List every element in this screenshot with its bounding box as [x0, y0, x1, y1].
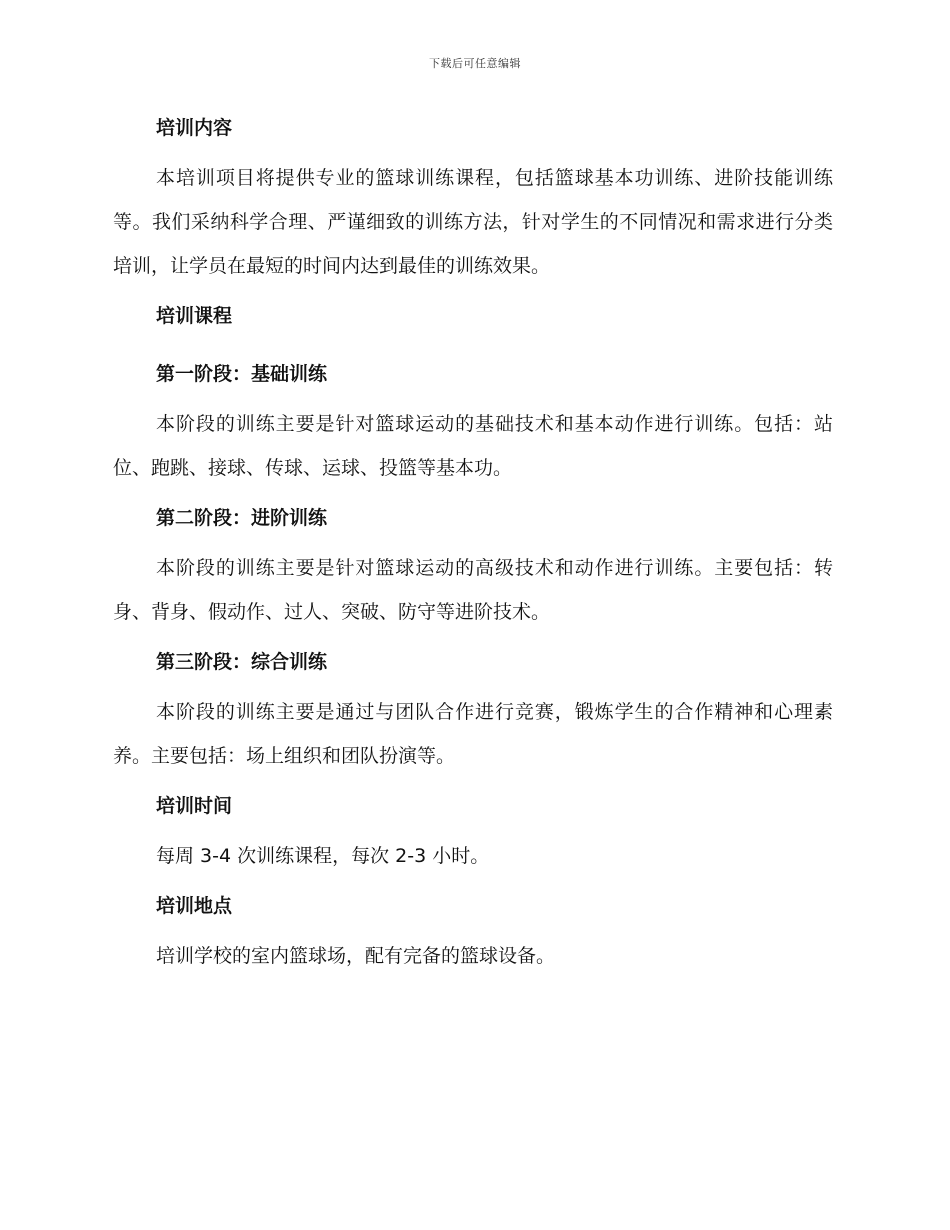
- document-body: [113, 112, 833, 978]
- heading-stage-2: 第二阶段：进阶训练: [156, 507, 328, 529]
- paragraph-training-content: 本培训项目将提供专业的篮球训练课程，包括篮球基本功训练、进阶技能训练等。我们采纳科学合理、严谨细致的训练方法，针对学生的不同情况和需求进行分类培训，让学员在最短的时间内达到最佳的训练效果。: [113, 167, 833, 277]
- heading-stage-3: 第三阶段：综合训练: [156, 651, 328, 673]
- paragraph-training-place: 培训学校的室内篮球场，配有完备的篮球设备。: [156, 945, 556, 967]
- paragraph-stage-2: 本阶段的训练主要是针对篮球运动的高级技术和动作进行训练。主要包括：转身、背身、假动作、过人、突破、防守等进阶技术。: [113, 557, 833, 623]
- paragraph-stage-3: 本阶段的训练主要是通过与团队合作进行竞赛，锻炼学生的合作精神和心理素养。主要包括：场上组织和团队扮演等。: [113, 701, 833, 767]
- paragraph-stage-1: 本阶段的训练主要是针对篮球运动的基础技术和基本动作进行训练。包括：站位、跑跳、接球、传球、运球、投篮等基本功。: [113, 413, 833, 479]
- header-note: 下载后可任意编辑: [429, 57, 521, 70]
- heading-training-place: 培训地点: [156, 895, 233, 917]
- paragraph-training-time: 每周 3-4 次训练课程，每次 2-3 小时。: [156, 845, 490, 867]
- heading-training-course: 培训课程: [156, 305, 233, 327]
- heading-training-content: 培训内容: [156, 117, 233, 139]
- heading-stage-1: 第一阶段：基础训练: [156, 363, 328, 385]
- heading-training-time: 培训时间: [156, 795, 233, 817]
